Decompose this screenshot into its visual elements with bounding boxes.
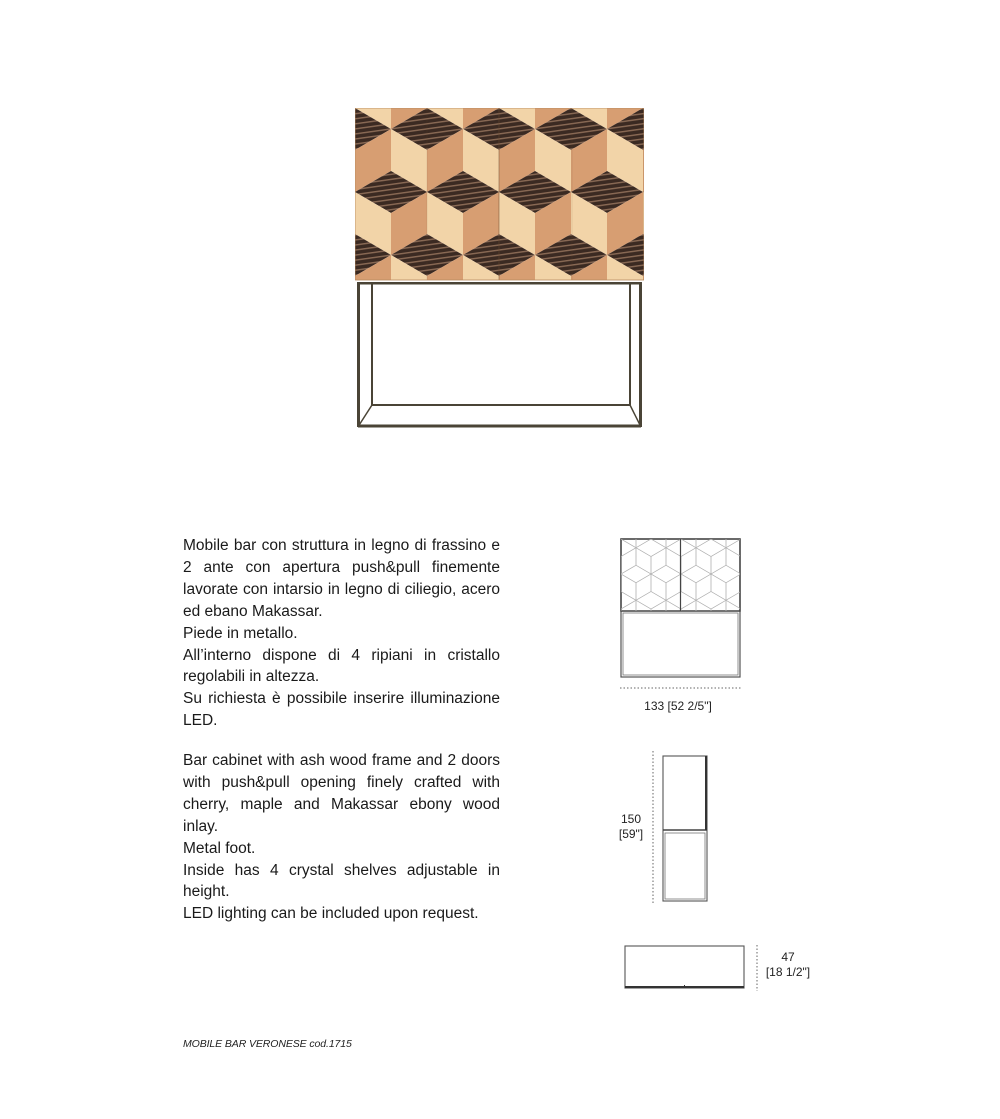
inlay-face	[741, 653, 744, 679]
paragraph: Inside has 4 crystal shelves adjustable in height.	[183, 861, 500, 901]
inlay-face	[696, 539, 726, 557]
inlay-face	[571, 297, 643, 339]
side-view-drawing	[648, 750, 712, 909]
inlay-face	[607, 360, 644, 402]
paragraph: All’interno dispone di 4 ripiani in cristallo regolabili in altezza.	[183, 646, 500, 686]
depth-dimension	[762, 950, 814, 980]
inlay-face	[607, 318, 643, 381]
inlay-face	[427, 297, 499, 339]
inlay-face	[726, 644, 744, 662]
inlay-face	[463, 318, 499, 381]
inlay-face	[651, 627, 666, 653]
inlay-face	[696, 644, 726, 662]
front-view-drawing	[618, 537, 744, 698]
inlay-face	[741, 537, 744, 548]
inlay-face	[499, 318, 535, 381]
inlay-face	[681, 627, 696, 653]
inlay-face	[711, 548, 726, 574]
inlay-face	[726, 627, 741, 653]
inlay-face	[643, 297, 644, 339]
inlay-face	[666, 574, 681, 600]
inlay-face	[355, 297, 427, 339]
inlay-face	[651, 548, 666, 574]
inlay-face	[463, 360, 535, 402]
inlay-face	[726, 548, 741, 574]
inlay-face	[741, 565, 744, 583]
inlay-face	[636, 592, 666, 610]
inlay-face	[391, 318, 427, 381]
inlay-face	[636, 539, 666, 557]
height-dimension	[611, 812, 651, 842]
inlay-face	[651, 618, 681, 636]
inlay-face	[696, 627, 711, 653]
inlay-face	[681, 548, 696, 574]
front-view-svg	[618, 537, 744, 693]
inlay-face	[636, 574, 651, 600]
inlay-face	[711, 574, 726, 600]
description-english	[183, 750, 500, 925]
paragraph: Su richiesta è possibile inserire illuminazione LED.	[183, 690, 500, 730]
inlay-face	[643, 381, 644, 429]
inlay-face	[651, 574, 666, 600]
height-inch: [59"]	[618, 827, 644, 841]
inlay-face	[636, 644, 666, 662]
inlay-face	[681, 574, 696, 600]
inlay-face	[535, 318, 571, 381]
inlay-face	[621, 548, 636, 574]
paragraph: LED lighting can be included upon request.	[183, 905, 479, 923]
product-footer-label: MOBILE BAR VERONESE cod.1715	[183, 1038, 352, 1050]
top-view-drawing	[622, 943, 764, 998]
inlay-face	[666, 644, 696, 662]
inlay-face	[643, 318, 644, 381]
width-dimension: 133 [52 2/5"]	[644, 699, 712, 713]
inlay-face	[696, 592, 726, 610]
inlay-face	[636, 627, 651, 653]
inlay-face	[681, 565, 711, 583]
inlay-face	[621, 618, 651, 636]
inlay-face	[666, 627, 681, 653]
inlay-face	[711, 565, 741, 583]
inlay-face	[696, 548, 711, 574]
product-photo	[355, 108, 644, 429]
inlay-face	[726, 574, 741, 600]
inlay-face	[499, 297, 571, 339]
paragraph: Bar cabinet with ash wood frame and 2 doors with push&pull opening finely crafted with cherry, maple and Makassar ebony wood inlay.	[183, 752, 500, 835]
side-view-svg	[648, 750, 712, 904]
inlay-face	[726, 539, 744, 557]
inlay-face	[741, 574, 744, 600]
inlay-face	[427, 318, 463, 381]
inlay-face	[741, 618, 744, 636]
inlay-face	[621, 565, 651, 583]
inlay-face	[726, 592, 744, 610]
inlay-face	[711, 618, 741, 636]
inlay-face	[711, 627, 726, 653]
paragraph: Metal foot.	[183, 839, 256, 857]
inlay-face	[651, 565, 681, 583]
inlay-face	[666, 548, 681, 574]
inlay-face	[681, 618, 711, 636]
depth-value: 47	[781, 950, 795, 964]
height-value: 150	[620, 812, 642, 826]
description-italian	[183, 535, 500, 732]
bar-cabinet-illustration	[355, 108, 644, 429]
paragraph: Piede in metallo.	[183, 624, 298, 642]
paragraph: Mobile bar con struttura in legno di frassino e 2 ante con apertura push&pull finemente lavorate con intarsio in legno di ciliegio, acero ed ebano Makassar.	[183, 537, 500, 620]
inlay-face	[621, 574, 636, 600]
depth-inch: [18 1/2"]	[765, 965, 811, 979]
top-view-svg	[622, 943, 764, 993]
inlay-face	[741, 627, 744, 653]
inlay-face	[535, 360, 607, 402]
inlay-face	[636, 548, 651, 574]
inlay-face	[741, 600, 744, 626]
inlay-face	[696, 574, 711, 600]
inlay-face	[741, 548, 744, 574]
inlay-face	[571, 318, 607, 381]
inlay-face	[391, 360, 463, 402]
